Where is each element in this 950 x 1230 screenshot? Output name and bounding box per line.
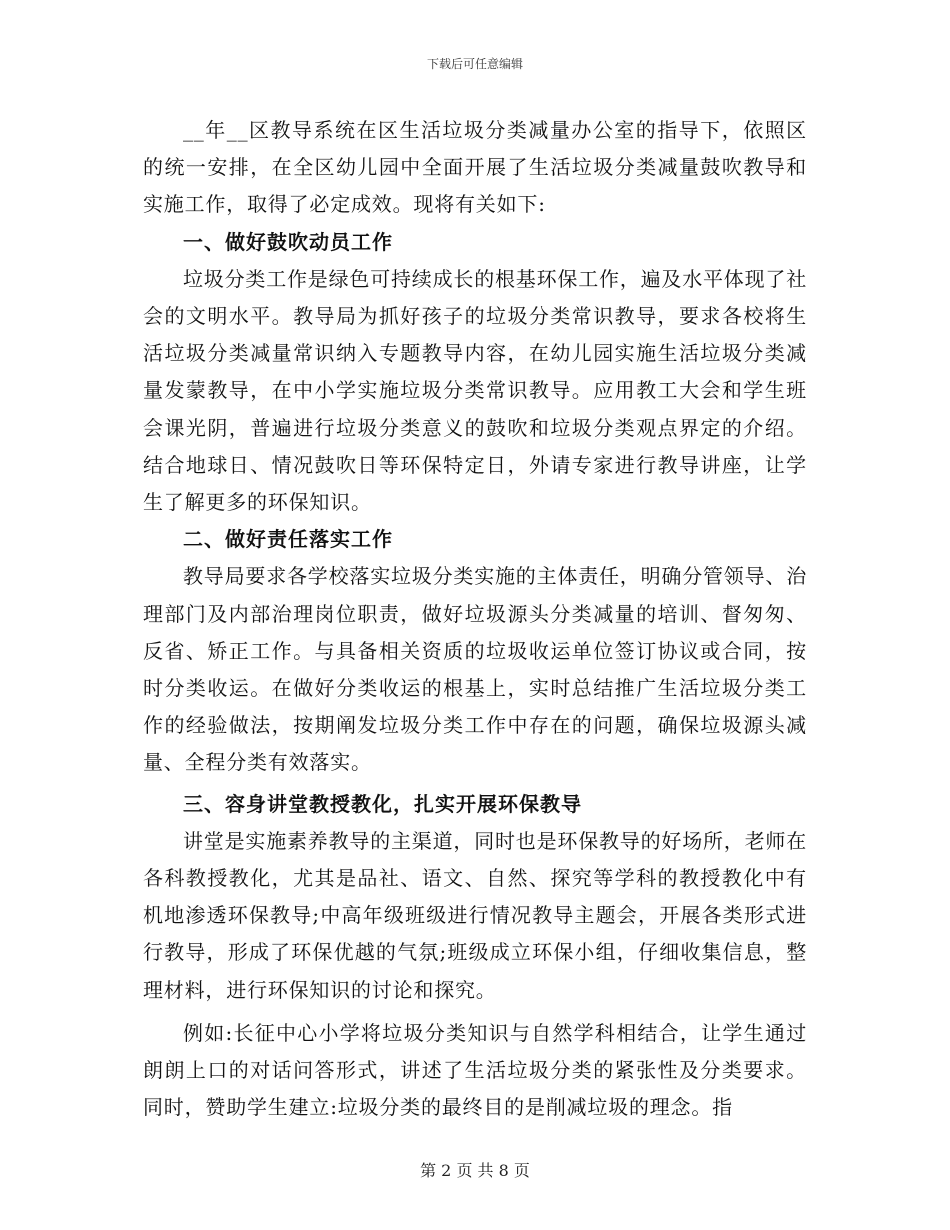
example-paragraph: 例如:长征中心小学将垃圾分类知识与自然学科相结合，让学生通过朗朗上口的对话问答形式，讲述了生活垃圾分类的紧张性及分类要求。同时，赞助学生建立:垃圾分类的最终目的是削减垃圾的理念。指 bbox=[143, 1020, 807, 1120]
section-heading-1: 一、做好鼓吹动员工作 bbox=[183, 229, 393, 254]
section-1-paragraph: 垃圾分类工作是绿色可持续成长的根基环保工作，遍及水平体现了社会的文明水平。教导局为抓好孩子的垃圾分类常识教导，要求各校将生活垃圾分类减量常识纳入专题教导内容，在幼儿园实施生活垃圾分类减量发蒙教导，在中小学实施垃圾分类常识教导。应用教工大会和学生班会课光阴，普遍进行垃圾分类意义的鼓吹和垃圾分类观点界定的介绍。结合地球日、情况鼓吹日等环保特定日，外请专家进行教导讲座，让学生了解更多的环保知识。 bbox=[143, 266, 807, 515]
section-3-paragraph: 讲堂是实施素养教导的主渠道，同时也是环保教导的好场所，老师在各科教授教化，尤其是品社、语文、自然、探究等学科的教授教化中有机地渗透环保教导;中高年级班级进行情况教导主题会，开展各类形式进行教导，形成了环保优越的气氛;班级成立环保小组，仔细收集信息，整理材料，进行环保知识的讨论和探究。 bbox=[143, 828, 807, 1002]
section-heading-3: 三、容身讲堂教授教化，扎实开展环保教导 bbox=[183, 791, 582, 816]
section-heading-2: 二、做好责任落实工作 bbox=[183, 527, 393, 552]
document-body bbox=[143, 112, 807, 1126]
page-header: 下载后可任意编辑 bbox=[426, 57, 523, 71]
page-footer: 第 2 页 共 8 页 bbox=[420, 1161, 530, 1180]
section-2-paragraph: 教导局要求各学校落实垃圾分类实施的主体责任，明确分管领导、治理部门及内部治理岗位职责，做好垃圾源头分类减量的培训、督匆匆、反省、矫正工作。与具备相关资质的垃圾收运单位签订协议或合同，按时分类收运。在做好分类收运的根基上，实时总结推广生活垃圾分类工作的经验做法，按期阐发垃圾分类工作中存在的问题，确保垃圾源头减量、全程分类有效落实。 bbox=[143, 564, 807, 775]
intro-paragraph: __年__区教导系统在区生活垃圾分类减量办公室的指导下，依照区的统一安排，在全区幼儿园中全面开展了生活垃圾分类减量鼓吹教导和实施工作，取得了必定成效。现将有关如下: bbox=[143, 118, 807, 217]
